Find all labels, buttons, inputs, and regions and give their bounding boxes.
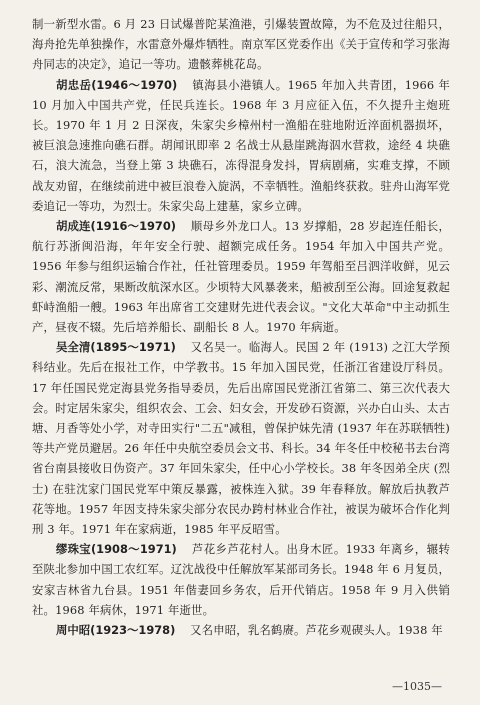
biography-entry-4 [32,539,450,620]
entry-name: 吴全清(1895～1971) [55,340,176,355]
entry-text: 顺母乡外龙口人。13 岁撑船，28 岁起连任船长，航行苏浙闽沿海，年年安全行驶、超额完成任务。1954 年加入中国共产党。1956 年参与组织运输合作社，任社管理委员。1959 年驾船至吕泗洋收鲜，见云彩、潮流反常，果断改航深水区。少顷特大风暴袭来，船被刮至公海。回途复救起虾峙渔船一艘。1963 年出席省工交建财先进代表会议。"文化大革命"中主动抓生产，昼夜不辍。先后培养船长、副船长 8 人。1970 年病逝。 [32,219,450,335]
entry-name: 胡成连(1916～1970) [55,219,176,234]
entry-text: 芦花乡芦花村人。出身木匠。1933 年离乡，辗转至陕北参加中国工农红军。辽沈战役中任解放军某部司务长。1948 年 6 月复员，安家吉林省九台县。1951 年偕妻回乡务农，后开代销店。1958 年 9 月入供销社。1968 年病休，1971 年逝世。 [32,542,450,617]
entry-text: 镇海县小港镇人。1965 年加入共青团，1966 年 10 月加入中国共产党，任民兵连长。1968 年 3 月应征入伍，不久提升主炮班长。1970 年 1 月 2 日深夜，朱家尖乡樟州村一渔船在驻地附近淬面机器损坏，被巨浪急速推向礁石群。胡闻讯即率 2 名战士从悬崖跳海泅水营救，途经 4 块礁石，浪大流急，当登上第 3 块礁石，冻得混身发抖，胃病剧痛，实难支撑，不顾战友劝留，在继续前进中被巨浪卷入旋涡，不幸牺牲。渔船终获救。驻舟山海军党委追记一等功，为烈士。朱家尖岛上建墓，家乡立碑。 [32,77,450,213]
biography-entry-3 [32,337,450,539]
entry-name: 周中昭(1923～1978) [55,623,176,638]
entry-text: 又名吴一。临海人。民国 2 年 (1913) 之江大学预科结业。先后在报社工作，中学教书。15 年加入国民党，任浙江省建设厅科员。17 年任国民党定海县党务指导委员，先后出席国民党浙江省第二、第三次代表大会。时定居朱家尖，组织农会、工会、妇女会，开发砂石资源，兴办白山头、太古塘、月香等处小学，对寺田实行"二五"减租，曾保护妹先清 (1937 年在苏联牺牲) 等共产党员避居。26 年任中央航空委员会文书、科长。34 年冬任中校秘书去台湾省台南县接收日伪资产。37 年回朱家尖，任中心小学校长。38 年冬因弟全庆 (烈士) 在驻沈家门国民党军中策反暴露，被株连入狱。39 年春释放。解放后执教芦花等地。1957 年因支持朱家尖部分农民办跨村林业合作社，被误为破坏合作化判刑 3 年。1971 年在家病逝，1985 年平反昭雪。 [32,340,450,537]
biography-entry-1 [32,75,450,216]
biography-entry-2 [32,216,450,337]
entry-name: 缪珠宝(1908～1971) [55,542,177,557]
biography-entry-5 [32,620,450,640]
intro-paragraph: 制一新型水雷。6 月 23 日试爆普陀某渔港，引爆装置故障，为不危及过往船只，海舟抢先单独操作，水雷意外爆炸牺牲。南京军区党委作出《关于宣传和学习张海舟同志的决定》，追记一等功。遗骸葬桃花岛。 [32,17,450,72]
entry-text: 又名申昭，乳名鹤赓。芦花乡观碶头人。1938 年 [190,623,443,638]
entry-name: 胡忠岳(1946～1970) [55,77,178,92]
page-number: —1035— [392,680,442,693]
